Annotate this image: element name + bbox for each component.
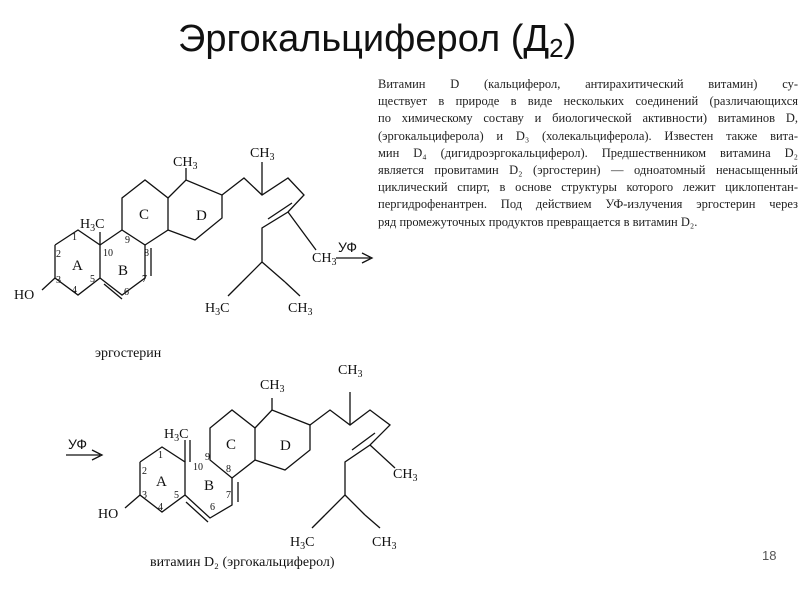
vitamin-d2-isopropyl-left xyxy=(312,515,325,528)
ergosterol-side-chain xyxy=(222,178,304,282)
vitamin-d2-c24-methyl xyxy=(370,445,395,468)
vitamin-d2-oh-bond xyxy=(125,495,140,508)
ergosterol-oh-bond xyxy=(42,278,55,290)
ergosterol-atom-3: 3 xyxy=(56,275,61,286)
ergosterol-isopropyl-left xyxy=(228,282,242,296)
ergosterol-isopropyl xyxy=(262,262,285,282)
vitamin-d2-ring-b-label: B xyxy=(204,478,215,494)
description-line: Витамин D (кальциферол, антирахитический витамин) су- xyxy=(378,77,798,91)
vitamin-d2-atom-2: 2 xyxy=(142,466,147,477)
vitamin-d2-h3c-end: $H_3C$ xyxy=(290,535,315,552)
ergosterol-ho: HO xyxy=(14,288,35,303)
ergosterol-h3c-ring: $H_3C$ xyxy=(80,217,105,234)
vitamin-d2-atom-6: 6 xyxy=(210,502,215,513)
ergosterol-ring-c-label: C xyxy=(139,207,150,223)
ergosterol-atom-6: 6 xyxy=(124,287,129,298)
description-line: является провитамин D₂ (эргостерин) — одноатомный ненасыщенный xyxy=(378,163,798,178)
ergosterol-atom-4: 4 xyxy=(72,285,77,296)
vitamin-d2-ho: HO xyxy=(98,507,119,522)
uv-label-1: УФ xyxy=(338,239,358,255)
ergosterol-atom-1: 1 xyxy=(72,232,77,243)
ergosterol-h3c-end: $H_3C$ xyxy=(205,301,230,318)
ergosterol-isopropyl-right xyxy=(285,282,300,296)
vitamin-d2-atom-8: 8 xyxy=(226,464,231,475)
ergosterol-ch3-chain: $CH_3$ xyxy=(250,146,275,163)
vitamin-d2-isopropyl-right xyxy=(365,515,380,528)
description-line: (эргокальциферола) и D₃ (холекальциферола). Известен также вита- xyxy=(378,128,798,143)
ergosterol-ring-d xyxy=(168,180,222,240)
vitamin-d2-atom-3: 3 xyxy=(142,490,147,501)
description-line: пергидрофенантрен. Под действием УФ-излучения эргостерин через xyxy=(378,197,798,212)
ergosterol-atom-9: 9 xyxy=(125,235,130,246)
ergosterol-atom-2: 2 xyxy=(56,249,61,260)
ergosterol-atom-10: 10 xyxy=(103,248,113,259)
description-line: ряд промежуточных продуктов превращается в витамин D₂. xyxy=(378,214,698,229)
ergosterol-ring-a-label: A xyxy=(72,258,83,274)
uv-label-2: УФ xyxy=(68,436,88,452)
page-number: 18 xyxy=(762,548,777,563)
ergosterol-c24-methyl xyxy=(288,212,316,250)
description-line: ществует в природе в виде нескольких соединений (различающихся xyxy=(378,94,798,109)
ergosterol-ch3-top: $CH_3$ xyxy=(173,155,198,172)
vitamin-d2-atom-5: 5 xyxy=(174,490,179,501)
vitamin-d2-ch3-chain: $CH_3$ xyxy=(338,363,363,380)
title-subscript: 2 xyxy=(549,33,564,63)
vitamin-d2-h3c-ring: $H_3C$ xyxy=(164,427,189,444)
vitamin-d2-ch3-end: $CH_3$ xyxy=(372,535,397,552)
vitamin-d2-ch3-top: $CH_3$ xyxy=(260,378,285,395)
ergosterol-ch3-right: $CH_3$ xyxy=(312,251,337,268)
vitamin-d2-atom-4: 4 xyxy=(158,502,163,513)
title-close: ) xyxy=(563,18,577,60)
vitamin-d2-caption: витамин D₂ (эргокальциферол) xyxy=(150,555,335,570)
ergosterol-ring-b-label: B xyxy=(118,263,129,279)
ergosterol-caption: эргостерин xyxy=(95,346,162,361)
description-line: циклический спирт, в основе структуры которого лежит циклопентан- xyxy=(378,180,798,195)
ergosterol-atom-5: 5 xyxy=(90,274,95,285)
title-main: Эргокальциферол (Д xyxy=(178,18,550,60)
vitamin-d2-side-chain-double xyxy=(352,433,375,450)
vitamin-d2-structure xyxy=(125,392,395,528)
ergosterol-bond-5-6-double xyxy=(104,284,122,299)
ergosterol-ch3-end: $CH_3$ xyxy=(288,301,313,318)
ergosterol-atom-8: 8 xyxy=(144,248,149,259)
vitamin-d2-atom-9: 9 xyxy=(205,452,210,463)
vitamin-d2-bond-5-6-double xyxy=(186,502,208,522)
ergosterol-ring-d-label: D xyxy=(196,208,207,224)
vitamin-d2-atom-1: 1 xyxy=(158,450,163,461)
ergosterol-atom-7: 7 xyxy=(142,274,147,285)
vitamin-d2-atom-10: 10 xyxy=(193,462,203,473)
description-line: по химическому составу и биологической активности) витаминов D, xyxy=(378,111,798,126)
description-line: мин D₄ (дигидроэргокальциферол). Предшественником витамина D₂ xyxy=(378,145,798,160)
vitamin-d2-ring-c-label: C xyxy=(226,437,237,453)
vitamin-d2-atom-7: 7 xyxy=(226,490,231,501)
vitamin-d2-isopropyl xyxy=(345,495,365,515)
vitamin-d2-ch3-right: $CH_3$ xyxy=(393,467,418,484)
vitamin-d2-ring-a-label: A xyxy=(156,474,167,490)
vitamin-d2-ring-d-label: D xyxy=(280,438,291,454)
